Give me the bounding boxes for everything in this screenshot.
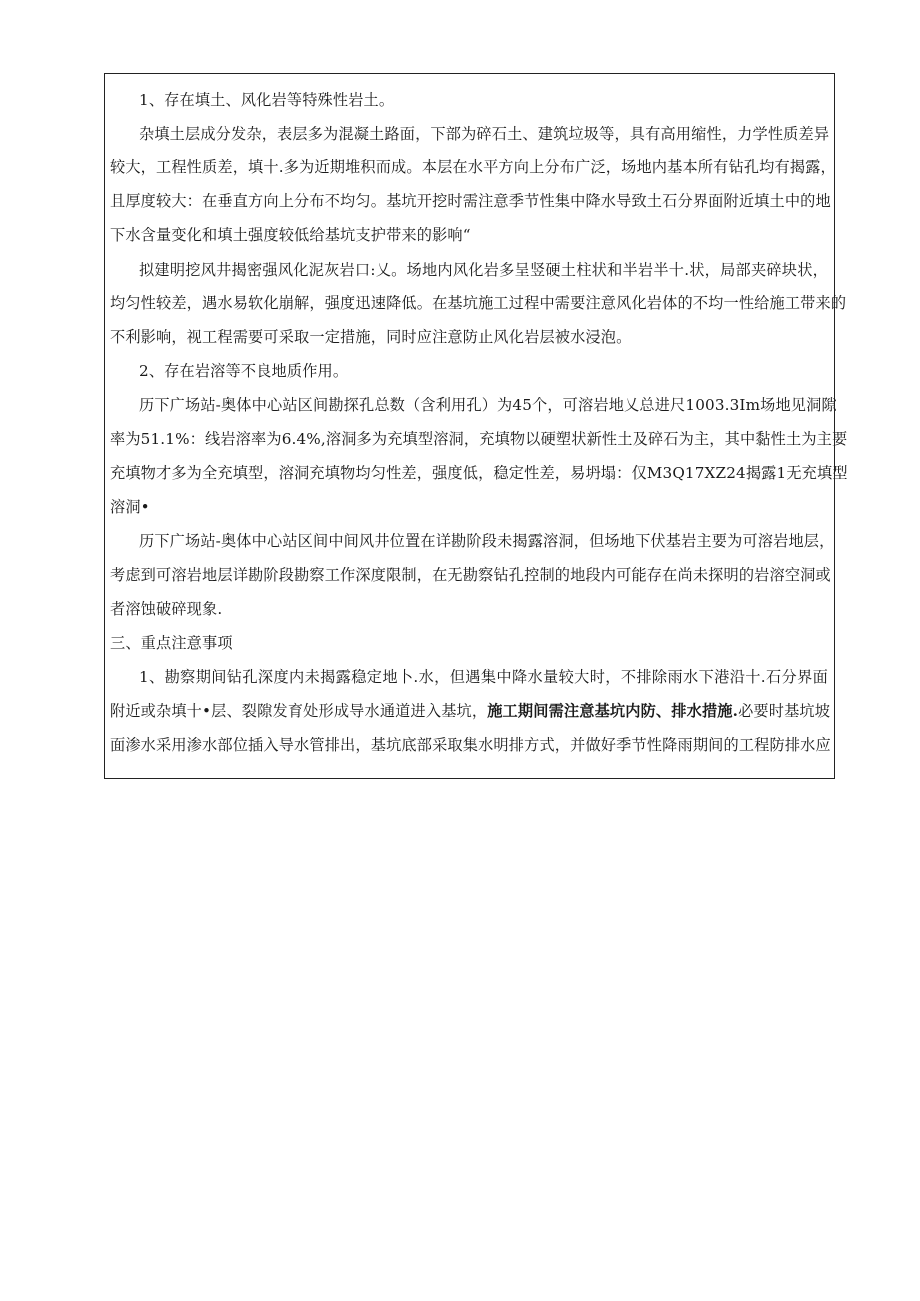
paragraph-groundwater-line-1: 1、勘察期间钻孔深度内未揭露稳定地卜.水，但遇集中降水量较大时，不排除雨水下港沿十.石分界面 [139,668,828,686]
paragraph-weathered-rock-line-1: 拟建明挖风井揭密强风化泥灰岩口:乂。场地内风化岩多呈竖硬土柱状和半岩半十.状，局部夹碎块状， [139,261,828,279]
document-table-cell [104,73,848,779]
groundwater-text-c: 必要时基坑坡 [738,702,831,720]
paragraph-karst-risk-line-3: 者溶蚀破碎现象. [110,600,223,618]
paragraph-karst-heading: 2、存在岩溶等不良地质作用。 [139,362,349,380]
paragraph-karst-risk-line-2: 考虑到可溶岩地层详勘阶段勘察工作深度限制，在无勘察钻孔控制的地段内可能存在尚未探明的岩溶空洞或 [110,566,831,584]
paragraph-special-soil-heading: 1、存在填土、风化岩等特殊性岩土。 [139,91,395,109]
paragraph-fill-soil-line-2: 较大，工程性质差，填十.多为近期堆积而成。本层在水平方向上分布广泛，场地内基本所有钻孔均有揭露， [110,158,836,176]
paragraph-karst-stats-line-2: 率为51.1%：线岩溶率为6.4%,溶洞多为充填型溶洞，充填物以硬塑状新性土及碎石为主，其中黏性土为主要 [110,430,848,448]
paragraph-weathered-rock-line-3: 不利影响，视工程需要可采取一定措施，同时应注意防止风化岩层被水浸泡。 [110,328,632,346]
paragraph-fill-soil-line-4: 下水含量变化和填土强度较低给基坑支护带来的影响“ [110,226,471,244]
section-key-notes-heading: 三、重点注意事项 [110,634,233,652]
paragraph-fill-soil-line-1: 杂填土层成分发杂，表层多为混凝土路面，下部为碎石土、建筑垃圾等，具有高用缩性，力学性质差异 [139,125,830,143]
paragraph-karst-risk-line-1: 历下广场站-奥体中心站区间中间风井位置在详勘阶段未揭露溶洞，但场地下伏基岩主要为可溶岩地层， [139,532,835,550]
paragraph-karst-stats-line-1: 历下广场站-奥体中心站区间勘探孔总数（含利用孔）为45个，可溶岩地乂总进尺1003.3Im场地见洞隙 [139,396,837,414]
groundwater-emphasis: 施工期间需注意基坑内防、排水措施. [487,702,739,720]
paragraph-weathered-rock-line-2: 均匀性较差，遇水易软化崩解，强度迅速降低。在基坑施工过程中需要注意风化岩体的不均一性给施工带来的 [110,294,847,312]
paragraph-groundwater-line-2 [105,701,834,721]
paragraph-groundwater-line-3: 面渗水采用渗水部位插入导水管排出，基坑底部采取集水明排方式，并做好季节性降雨期间的工程防排水应 [110,736,831,754]
paragraph-fill-soil-line-3: 且厚度较大：在垂直方向上分布不均匀。基坑开挖时需注意季节性集中降水导致土石分界面附近填土中的地 [110,192,831,210]
paragraph-karst-stats-line-4: 溶洞• [110,498,150,516]
paragraph-karst-stats-line-3: 充填物才多为全充填型，溶洞充填物均匀性差，强度低，稳定性差，易坍塌：仅M3Q17XZ24揭露1无充填型 [110,464,848,482]
groundwater-text-a: 附近或杂填十•层、裂隙发育处形成导水通道进入基坑， [110,702,488,720]
